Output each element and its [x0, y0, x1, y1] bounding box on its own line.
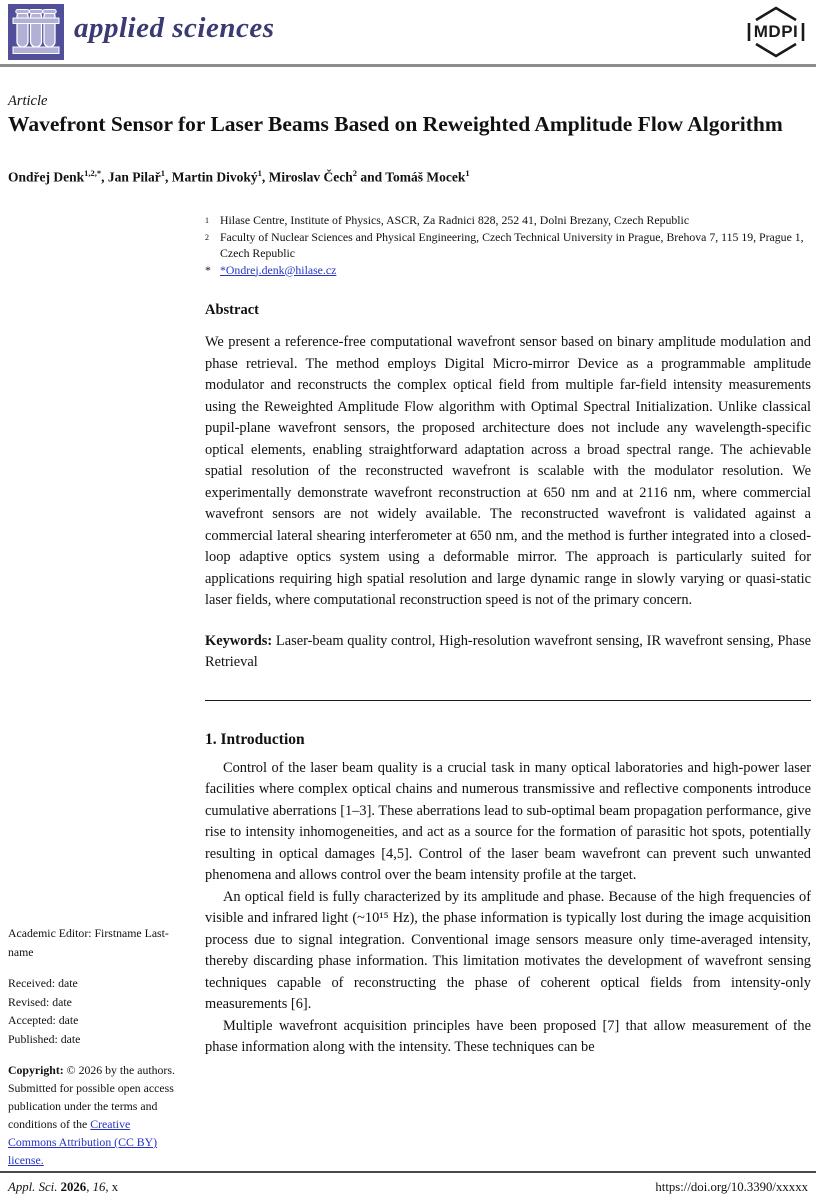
footer-citation	[8, 1180, 118, 1195]
affiliation-list	[205, 212, 811, 278]
copyright-segment: Copyright:	[8, 1063, 67, 1077]
dates-block	[8, 974, 180, 1048]
author-segment: Ondřej Denk	[8, 169, 85, 185]
author-segment: and Tomáš Mocek	[357, 169, 466, 185]
affiliation-item	[205, 212, 811, 229]
footer-divider	[0, 1171, 816, 1173]
mdpi-wordmark: MDPI	[753, 22, 799, 41]
abstract-text: We present a reference-free computational wavefront sensor based on binary amplitude modulation and phase retrieval. The method employs Digital Micro-mirror Device as a programmable amplitude modulator and reconstructs the complex optical field from multiple far-field intensity measurements using the Reweighted Amplitude Flow algorithm with Optimal Spectral Initialization. Unlike classical pupil-plane wavefront sensors, the proposed architecture does not include any wavelength-specific optical elements, enabling straightforward adaptation across a broad spectral range. The achievable spatial resolution of the reconstructed wavefront is scalable with the modulator resolution. We experimentally demonstrate wavefront reconstruction at 650 nm and at 2116 nm, where commercial wavefront sensors are not widely available. The reconstructed wavefront is validated against a commercial lateral shearing interferometer at 650 nm, and the method is further integrated into a closed-loop adaptive optics system using a deformable mirror. The approach is particularly suited for applications requiring high spatial resolution and large dynamic range in slowly varying or quasi-static laser fields, where computational reconstruction speed is not of the primary concern.	[205, 334, 811, 608]
author-segment: 1,2,*	[84, 168, 102, 178]
affiliation-text: Faculty of Nuclear Sciences and Physical Engineering, Czech Technical University in Prague, Brehova 7, 115 19, Prague 1, Czech Republic	[220, 229, 804, 260]
section-divider	[205, 700, 811, 701]
introduction-heading: 1. Introduction	[205, 730, 305, 748]
correspondence-email-link[interactable]: *Ondrej.denk@hilase.cz	[220, 262, 337, 277]
applied-sciences-logo-icon	[8, 4, 64, 60]
citation-segment: ,	[86, 1180, 93, 1194]
authors-line	[8, 168, 800, 186]
author-segment: 1	[257, 168, 262, 178]
affiliation-marker: *	[205, 262, 211, 277]
citation-segment: 2026	[60, 1180, 87, 1194]
paragraph: Control of the laser beam quality is a crucial task in many optical laboratories and high-power laser facilities where complex optical chains and numerous transmissive and reflective components introduce cumulative aberrations [1–3]. These aberrations lead to sub-optimal beam propagation performance, give rise to intensity inhomogeneities, and act as a source for the formation of parasitic hot spots, potentially resulting in optical damages [4,5]. Control of the laser beam wavefront can prevent such unwanted phenomena and allows control over the beam intensity profile at the target.	[205, 759, 811, 883]
affiliation-marker: 1	[205, 216, 209, 225]
author-segment: , Martin Divoký	[165, 169, 258, 185]
copyright-text	[8, 1061, 180, 1169]
copyright-segment[interactable]: Creative Commons Attribution (CC BY) license.	[8, 1117, 158, 1167]
mdpi-logo	[742, 5, 810, 59]
citation-segment: , x	[105, 1180, 119, 1194]
affiliation-item	[205, 262, 811, 279]
author-segment: 1	[465, 168, 470, 178]
paragraph: An optical field is fully characterized by its amplitude and phase. Because of the high frequencies of visible and infrared light (~10¹⁵ Hz), the phase information is typically lost during the image acquisition process due to signal integration. Conventional image sensors measure only time-averaged intensity, thereby discarding phase information. This limitation motivates the development of wavefront sensing techniques capable of reconstructing the phase of coherent optical fields from intensity-only measurements [6].	[205, 888, 811, 1012]
academic-editor-note: Academic Editor: Firstname Lastname	[8, 926, 169, 959]
article-type-label: Article	[8, 93, 48, 109]
paper-title: Wavefront Sensor for Laser Beams Based on Reweighted Amplitude Flow Algorithm	[8, 112, 783, 136]
sidebar-date-line: Published: date	[8, 1031, 81, 1046]
sidebar-date-line: Revised: date	[8, 994, 72, 1009]
affiliation-marker: 2	[205, 232, 209, 242]
keywords-label: Keywords:	[205, 632, 273, 649]
keywords-paragraph	[205, 631, 811, 674]
affiliation-text: Hilase Centre, Institute of Physics, ASCR, Za Radnici 828, 252 41, Dolni Brezany, Czech Republic	[220, 213, 690, 227]
margin-sidebar	[8, 924, 180, 1169]
affiliation-item	[205, 229, 811, 262]
citation-segment: Appl. Sci.	[8, 1180, 61, 1194]
footer-doi: https://doi.org/10.3390/xxxxx	[655, 1180, 808, 1194]
author-segment: 2	[352, 168, 358, 178]
introduction-paragraphs	[205, 758, 811, 1059]
author-segment: 1	[160, 168, 166, 178]
header-divider	[0, 64, 816, 67]
sidebar-date-line: Received: date	[8, 976, 78, 990]
copyright-segment: © 2026 by the authors. Submitted for possible open access publication under the terms and conditions of the	[8, 1063, 175, 1131]
sidebar-date-line: Accepted: date	[8, 1013, 79, 1027]
main-column	[205, 212, 811, 1165]
paragraph: Multiple wavefront acquisition principles have been proposed [7] that allow measurement of the phase information along with the intensity. These techniques can be	[205, 1017, 811, 1055]
author-segment: , Miroslav Čech	[261, 169, 353, 185]
abstract-heading: Abstract	[205, 302, 259, 318]
keywords-text: Laser-beam quality control, High-resolution wavefront sensing, IR wavefront sensing, Phase Retrieval	[205, 632, 811, 670]
journal-name: applied sciences	[74, 12, 275, 44]
page-header	[0, 0, 816, 64]
citation-segment: 16	[92, 1180, 106, 1194]
author-segment: , Jan Pilař	[101, 169, 161, 185]
